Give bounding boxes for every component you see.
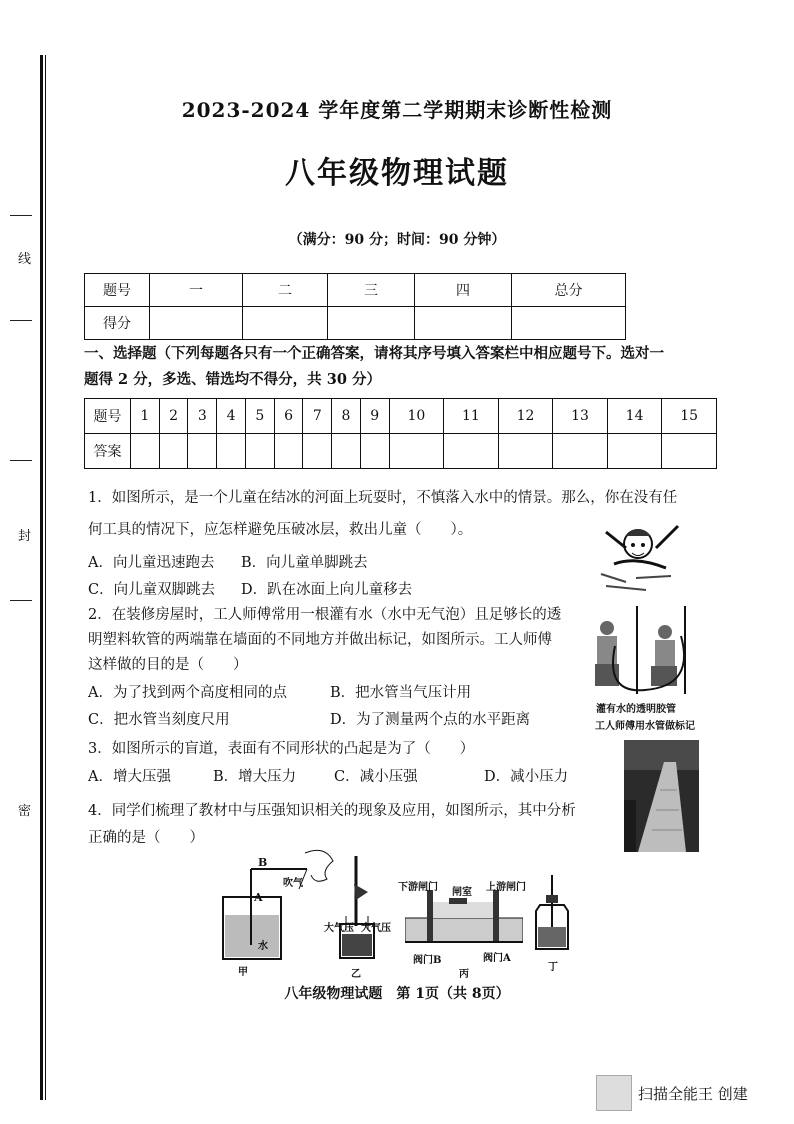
exam-title: 八年级物理试题 [285, 156, 509, 191]
answer-number-cell: 6 [274, 399, 303, 434]
answer-number-cell: 8 [332, 399, 361, 434]
q4-figure-ding-barometer-bottle [534, 875, 570, 953]
q4-stem-line1: 4．同学们梳理了教材中与压强知识相关的现象及应用，如图所示，其中分析 [88, 803, 576, 819]
answer-cell[interactable] [159, 434, 188, 469]
answer-cell[interactable] [444, 434, 499, 469]
q4-fig-label-blow: 吹气 [283, 878, 303, 889]
answer-number-cell: 1 [131, 399, 160, 434]
answer-cell[interactable] [274, 434, 303, 469]
scanner-watermark: 扫描全能王 创建 [638, 1085, 748, 1103]
q4-fig-label-b: B [258, 856, 268, 869]
q4-fig-label-up-gate: 上游闸门 [486, 882, 526, 893]
q4-fig-label-a: A [254, 891, 263, 904]
margin-label-mi: 密 [18, 804, 32, 819]
binding-margin-line [40, 55, 43, 1100]
score-cell[interactable] [512, 307, 626, 340]
score-header-cell: 四 [415, 274, 512, 307]
section1-instructions-line2: 题得 2 分，多选、错选均不得分，共 30 分） [84, 371, 381, 388]
section1-instructions-line1: 一、选择题（下列每题各只有一个正确答案，请将其序号填入答案栏中相应题号下。选对一 [84, 345, 664, 362]
q4-fig-label-ding: 丁 [548, 962, 558, 973]
answer-cell[interactable] [188, 434, 217, 469]
q2-option-b[interactable]: B．把水管当气压计用 [330, 685, 472, 701]
q2-figure-caption-worker: 工人师傅用水管做标记 [595, 721, 695, 732]
margin-dash [10, 460, 32, 461]
answer-row-label: 答案 [85, 434, 131, 469]
margin-dash [10, 600, 32, 601]
score-header-cell: 题号 [85, 274, 150, 307]
score-table [84, 273, 626, 340]
q1-option-b[interactable]: B．向儿童单脚跳去 [241, 555, 368, 571]
q4-figure-yi-atmospheric [326, 856, 396, 966]
answer-header-label: 题号 [85, 399, 131, 434]
score-header-cell: 三 [328, 274, 415, 307]
answer-number-cell: 11 [444, 399, 499, 434]
score-cell[interactable] [243, 307, 328, 340]
q4-fig-label-bing: 丙 [459, 969, 469, 980]
answer-cell[interactable] [245, 434, 274, 469]
answer-cell[interactable] [553, 434, 608, 469]
q4-fig-label-down-gate: 下游闸门 [398, 882, 438, 893]
drowning-child-illustration [596, 512, 686, 592]
answer-cell[interactable] [662, 434, 717, 469]
answer-cell[interactable] [303, 434, 332, 469]
answer-cell[interactable] [332, 434, 361, 469]
answer-number-cell: 5 [245, 399, 274, 434]
answer-cell[interactable] [498, 434, 553, 469]
q2-stem-line1: 2．在装修房屋时，工人师傅常用一根灌有水（水中无气泡）且足够长的透 [88, 607, 562, 623]
answer-number-cell: 3 [188, 399, 217, 434]
answer-cell[interactable] [360, 434, 389, 469]
q1-option-d[interactable]: D．趴在冰面上向儿童移去 [241, 582, 413, 598]
tactile-paving-photo [624, 740, 699, 852]
q1-stem-line1: 1．如图所示，是一个儿童在结冰的河面上玩耍时，不慎落入水中的情景。那么，你在没有任 [88, 490, 678, 506]
q4-stem-line2: 正确的是（ ） [88, 830, 204, 846]
margin-dash [10, 215, 32, 216]
score-row-label: 得分 [85, 307, 150, 340]
answer-cell[interactable] [217, 434, 246, 469]
q1-stem-line2: 何工具的情况下，应怎样避免压破冰层，救出儿童（ ）。 [88, 522, 473, 538]
q4-fig-label-atm2: 大气压 [361, 923, 391, 934]
answer-number-cell: 12 [498, 399, 553, 434]
q4-fig-label-valve-a: 阀门A [483, 953, 511, 964]
score-cell[interactable] [415, 307, 512, 340]
page-footer: 八年级物理试题 第 1页（共 8页） [284, 986, 510, 1002]
answer-cell[interactable] [607, 434, 662, 469]
q4-fig-label-lock: 闸室 [452, 887, 472, 898]
answer-cell[interactable] [389, 434, 444, 469]
q3-option-d[interactable]: D．减小压力 [484, 769, 569, 785]
q3-option-a[interactable]: A．增大压强 [88, 769, 171, 785]
answer-number-cell: 14 [607, 399, 662, 434]
q4-fig-label-yi: 乙 [351, 969, 361, 980]
score-cell[interactable] [150, 307, 243, 340]
q2-stem-line3: 这样做的目的是（ ） [88, 657, 248, 673]
score-header-cell: 总分 [512, 274, 626, 307]
q1-option-c[interactable]: C．向儿童双脚跳去 [88, 582, 216, 598]
q4-fig-label-jia: 甲 [238, 967, 248, 978]
workers-water-tube-illustration [585, 606, 710, 698]
score-cell[interactable] [328, 307, 415, 340]
answer-table [84, 398, 717, 469]
scanner-qr-icon [596, 1075, 632, 1111]
score-header-cell: 一 [150, 274, 243, 307]
score-header-cell: 二 [243, 274, 328, 307]
margin-label-feng: 封 [18, 529, 32, 544]
q4-fig-label-valve-b: 阀门B [413, 955, 442, 966]
q2-option-c[interactable]: C．把水管当刻度尺用 [88, 712, 230, 728]
answer-number-cell: 4 [217, 399, 246, 434]
q4-fig-label-water: 水 [258, 941, 268, 952]
q2-stem-line2: 明塑料软管的两端靠在墙面的不同地方并做出标记，如图所示。工人师傅 [88, 632, 552, 648]
q1-option-a[interactable]: A．向儿童迅速跑去 [88, 555, 215, 571]
answer-number-cell: 10 [389, 399, 444, 434]
q2-option-d[interactable]: D．为了测量两个点的水平距离 [330, 712, 531, 728]
q3-option-b[interactable]: B．增大压力 [213, 769, 297, 785]
q3-stem: 3．如图所示的盲道，表面有不同形状的凸起是为了（ ） [88, 741, 475, 757]
exam-meta: （满分：90 分；时间：90 分钟） [288, 232, 506, 248]
q4-fig-label-atm1: 大气压 [324, 923, 354, 934]
answer-number-cell: 7 [303, 399, 332, 434]
q2-option-a[interactable]: A．为了找到两个高度相同的点 [88, 685, 287, 701]
margin-dash [10, 320, 32, 321]
q2-figure-caption-tube: 灌有水的透明胶管 [596, 704, 676, 715]
answer-number-cell: 15 [662, 399, 717, 434]
binding-margin-line-thin [45, 55, 46, 1100]
answer-cell[interactable] [131, 434, 160, 469]
q3-option-c[interactable]: C．减小压强 [334, 769, 418, 785]
answer-number-cell: 13 [553, 399, 608, 434]
margin-label-xian: 线 [18, 252, 32, 267]
answer-number-cell: 9 [360, 399, 389, 434]
exam-session: 2023-2024 学年度第二学期期末诊断性检测 [181, 98, 613, 122]
answer-number-cell: 2 [159, 399, 188, 434]
